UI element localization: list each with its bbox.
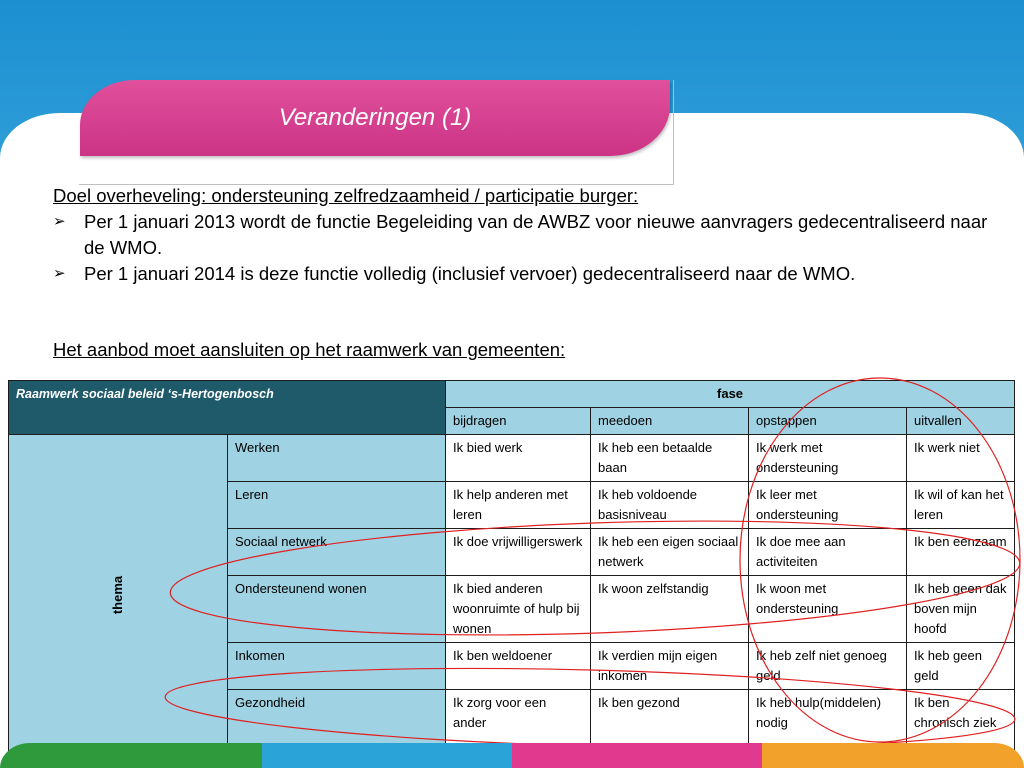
bar-segment-green [0, 743, 262, 768]
table-cell: Ik ben chronisch ziek [907, 690, 1015, 756]
fase-header: fase [446, 381, 1015, 408]
table-cell: Ik heb een eigen sociaal netwerk [591, 529, 749, 576]
intro-block [53, 183, 993, 287]
table-cell: Ik heb hulp(middelen) nodig [749, 690, 907, 756]
phase-header: opstappen [749, 408, 907, 435]
table-cell: Ik heb een betaalde baan [591, 435, 749, 482]
bottom-color-bar [0, 743, 1024, 768]
table-cell: Ik heb geen dak boven mijn hoofd [907, 576, 1015, 643]
theme-cell: Ondersteunend wonen [228, 576, 446, 643]
table-cell: Ik werk niet [907, 435, 1015, 482]
thema-label: thema [110, 575, 125, 615]
theme-cell: Sociaal netwerk [228, 529, 446, 576]
theme-cell: Werken [228, 435, 446, 482]
table-cell: Ik ben eenzaam [907, 529, 1015, 576]
table-cell: Ik heb voldoende basisniveau [591, 482, 749, 529]
bar-segment-orange [762, 743, 1024, 768]
phase-header: bijdragen [446, 408, 591, 435]
table-header-row-1 [9, 381, 1015, 408]
table-cell: Ik woon zelfstandig [591, 576, 749, 643]
table-cell: Ik werk met ondersteuning [749, 435, 907, 482]
table-cell: Ik ben gezond [591, 690, 749, 756]
title-tab [80, 80, 670, 156]
table-cell: Ik wil of kan het leren [907, 482, 1015, 529]
bar-segment-pink [512, 743, 762, 768]
table-cell: Ik ben weldoener [446, 643, 591, 690]
theme-cell: Inkomen [228, 643, 446, 690]
arrow-bullet-icon: ➢ [53, 213, 66, 230]
slide-title: Veranderingen (1) [278, 104, 472, 131]
table-cell: Ik bied werk [446, 435, 591, 482]
table-corner: Raamwerk sociaal beleid ‘s-Hertogenbosch [9, 381, 446, 435]
table-cell: Ik verdien mijn eigen inkomen [591, 643, 749, 690]
bar-segment-blue [262, 743, 512, 768]
table-cell: Ik help anderen met leren [446, 482, 591, 529]
table-cell: Ik doe vrijwilligerswerk [446, 529, 591, 576]
table-cell: Ik heb zelf niet genoeg geld [749, 643, 907, 690]
phase-header: uitvallen [907, 408, 1015, 435]
bullet-text: Per 1 januari 2014 is deze functie volledig (inclusief vervoer) gedecentraliseerd naar de WMO. [84, 263, 856, 284]
arrow-bullet-icon: ➢ [53, 265, 66, 282]
table-cell: Ik leer met ondersteuning [749, 482, 907, 529]
subheading: Het aanbod moet aansluiten op het raamwerk van gemeenten: [53, 339, 566, 360]
bullet-2 [53, 261, 993, 287]
thema-cell [9, 435, 228, 756]
table-cell: Ik zorg voor een ander [446, 690, 591, 756]
framework-table [8, 380, 1015, 756]
table-cell: Ik doe mee aan activiteiten [749, 529, 907, 576]
bullet-text: Per 1 januari 2013 wordt de functie Begeleiding van de AWBZ voor nieuwe aanvragers gedecentraliseerd naar de WMO. [84, 211, 988, 258]
theme-cell: Leren [228, 482, 446, 529]
intro-heading: Doel overheveling: ondersteuning zelfredzaamheid / participatie burger: [53, 185, 639, 206]
phase-header: meedoen [591, 408, 749, 435]
table-row [9, 435, 1015, 482]
table-cell: Ik heb geen geld [907, 643, 1015, 690]
bullet-1 [53, 209, 993, 261]
theme-cell: Gezondheid [228, 690, 446, 756]
table-cell: Ik woon met ondersteuning [749, 576, 907, 643]
table-cell: Ik bied anderen woonruimte of hulp bij wonen [446, 576, 591, 643]
